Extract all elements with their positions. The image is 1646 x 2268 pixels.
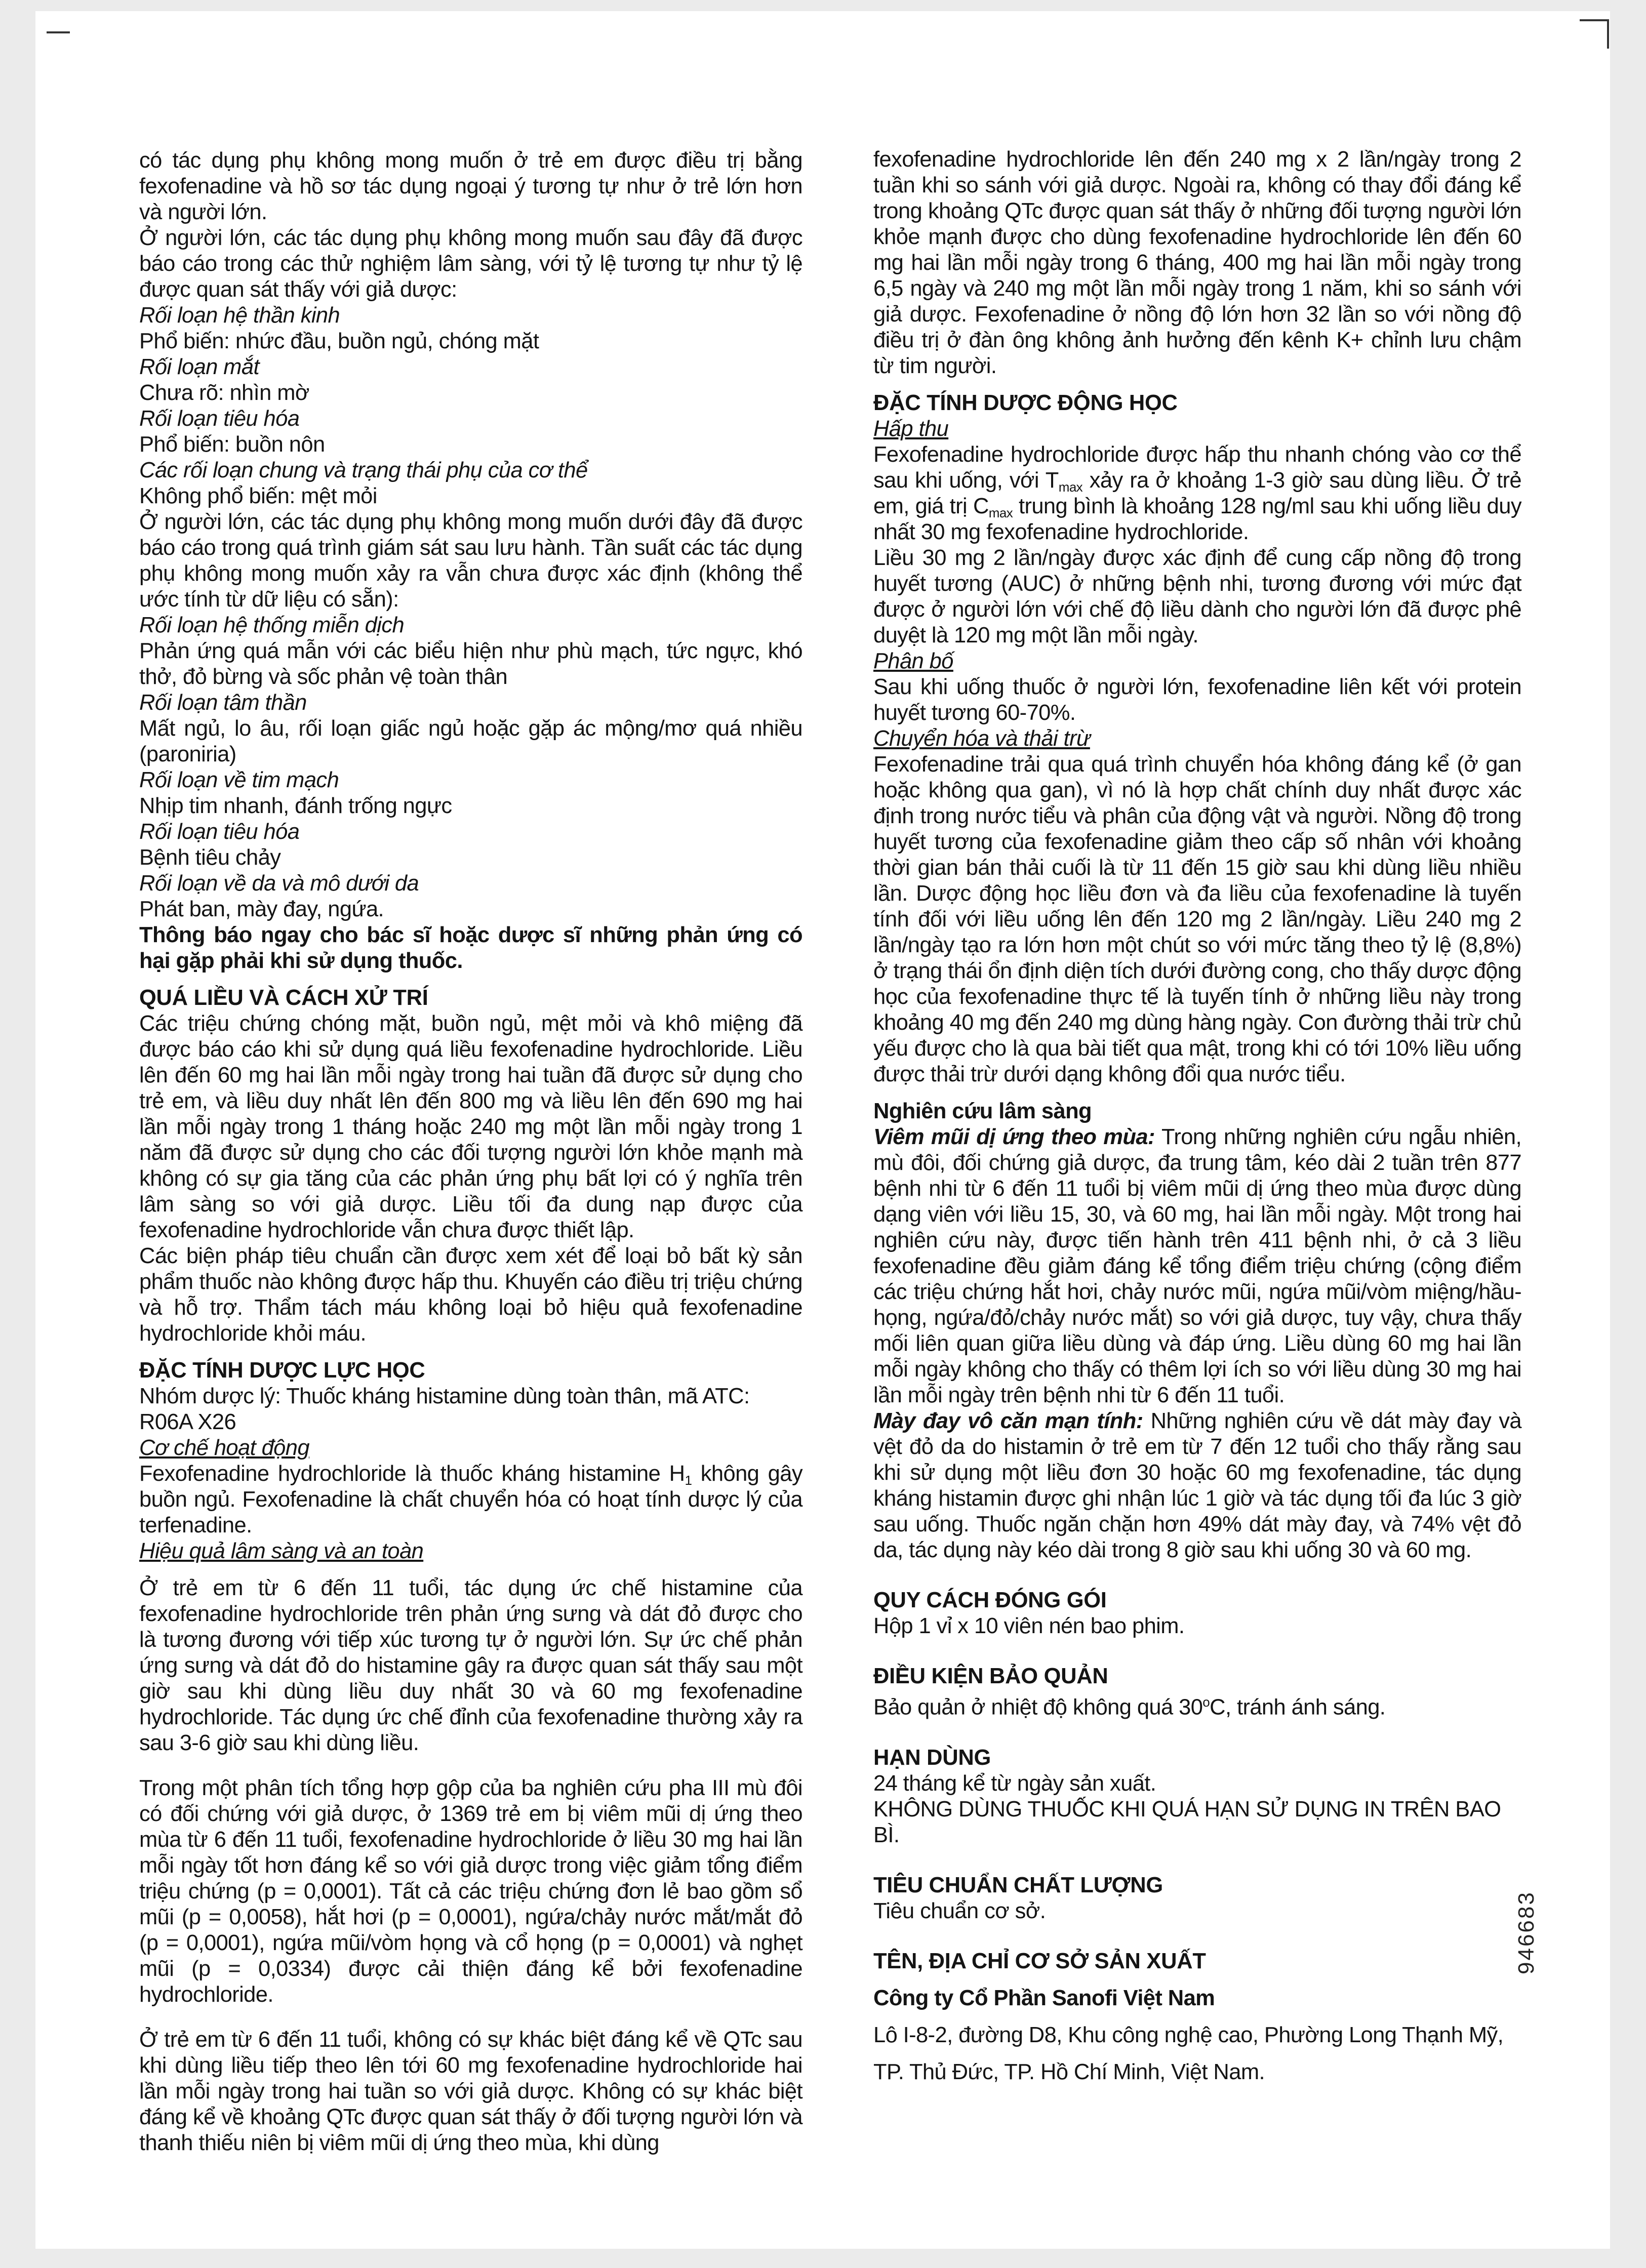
manufacturer-address-line-2: TP. Thủ Đức, TP. Hồ Chí Minh, Việt Nam. <box>873 2059 1265 2084</box>
mechanism-paragraph: Fexofenadine hydrochloride là thuốc kháng histamine $H_1$ không gây buồn ngủ. Fexofenadine là chất chuyển hóa có hoạt tính dược lý của terfenadine. <box>139 1462 802 1537</box>
absorption-paragraph-2: Liều 30 mg 2 lần/ngày được xác định để cung cấp nồng độ trong huyết tương (AUC) ở những bệnh nhi, tương đương với mức đạt được ở người lớn với chế độ liều dành cho người lớn đã được phê duyệt là 120 mg một lần mỗi ngày. <box>873 546 1521 647</box>
adverse-effect-text: Chưa rõ: nhìn mờ <box>139 381 309 405</box>
adverse-intro-adults: Ở người lớn, các tác dụng phụ không mong muốn sau đây đã được báo cáo trong các thử nghiệm lâm sàng, với tỷ lệ tương tự như tỷ lệ được quan sát thấy với giả dược: <box>139 226 802 302</box>
overdose-paragraph-2: Các biện pháp tiêu chuẩn cần được xem xét để loại bỏ bất kỳ sản phẩm thuốc nào không được hấp thu. Khuyến cáo điều trị triệu chứng và hỗ trợ. Thẩm tách máu không loại bỏ hiệu quả fexofenadine hydrochloride khỏi máu. <box>139 1244 802 1346</box>
right-column <box>873 147 1521 2085</box>
adverse-effect-text: Nhịp tim nhanh, đánh trống ngực <box>139 794 452 818</box>
qtc-continuation-paragraph: fexofenadine hydrochloride lên đến 240 mg x 2 lần/ngày trong 2 tuần khi so sánh với giả dược. Ngoài ra, không có thay đổi đáng kể trong khoảng QTc được quan sát thấy ở những đối tượng người lớn khỏe mạnh được cho dùng fexofenadine hydrochloride lên đến 60 mg hai lần mỗi ngày trong 6 tháng, 400 mg hai lần mỗi ngày trong 6,5 ngày và 240 mg một lần mỗi ngày trong 1 năm, khi so sánh với giả dược. Fexofenadine ở nồng độ lớn hơn 32 lần so với nồng độ điều trị ở đàn ông không ảnh hưởng đến kênh K+ chỉnh lưu chậm từ tim người. <box>873 147 1521 378</box>
absorption-heading: Hấp thu <box>873 417 949 441</box>
crop-mark-top-right-horizontal <box>1580 19 1607 21</box>
notify-doctor-warning: Thông báo ngay cho bác sĩ hoặc dược sĩ những phản ứng có hại gặp phải khi sử dụng thuốc. <box>139 923 802 973</box>
packaging-heading: QUY CÁCH ĐÓNG GÓI <box>873 1588 1107 1612</box>
efficacy-paragraph-2: Trong một phân tích tổng hợp gộp của ba nghiên cứu pha III mù đôi có đối chứng với giả dược, ở 1369 trẻ em bị viêm mũi dị ứng theo mùa từ 6 đến 11 tuổi, fexofenadine hydrochloride ở liều 30 mg hai lần mỗi ngày tốt hơn đáng kể so với giả dược trong việc giảm tổng điểm triệu chứng (p = 0,0001). Tất cả các triệu chứng đơn lẻ bao gồm sổ mũi (p = 0,0058), hắt hơi (p = 0,0001), ngứa/chảy nước mắt/mắt đỏ (p = 0,0001), ngứa mũi/vòm họng và cổ họng (p = 0,0001) và nghẹt mũi (p = 0,0334) được cải thiện đáng kể bởi fexofenadine hydrochloride. <box>139 1776 802 2007</box>
pharmacotherapeutic-group: Nhóm dược lý: Thuốc kháng histamine dùng toàn thân, mã ATC: R06A X26 <box>139 1384 750 1434</box>
expiry-text: 24 tháng kể từ ngày sản xuất. <box>873 1771 1156 1796</box>
adverse-category-label: Rối loạn hệ thần kinh <box>139 303 340 328</box>
storage-text: Bảo quản ở nhiệt độ không quá 30$^o$C, tránh ánh sáng. <box>873 1694 1386 1720</box>
trial-adverse-list <box>139 303 802 509</box>
pharmacodynamics-heading: ĐẶC TÍNH DƯỢC LỰC HỌC <box>139 1358 425 1383</box>
pharmacokinetics-heading: ĐẶC TÍNH DƯỢC ĐỘNG HỌC <box>873 391 1178 415</box>
adverse-category-label: Rối loạn tiêu hóa <box>139 407 300 431</box>
manufacturer-heading: TÊN, ĐỊA CHỈ CƠ SỞ SẢN XUẤT <box>873 1949 1206 1973</box>
adverse-effect-text: Phản ứng quá mẫn với các biểu hiện như phù mạch, tức ngực, khó thở, đỏ bừng và sốc phản vệ toàn thân <box>139 639 802 689</box>
metabolism-heading: Chuyển hóa và thải trừ <box>873 726 1090 751</box>
expiry-heading: HẠN DÙNG <box>873 1745 991 1770</box>
manufacturer-name: Công ty Cổ Phần Sanofi Việt Nam <box>873 1986 1215 2010</box>
adverse-effect-text: Bệnh tiêu chảy <box>139 845 281 870</box>
postmarketing-adverse-list <box>139 613 802 922</box>
document-code: 946683 <box>1514 1891 1539 1974</box>
left-column <box>139 148 802 2156</box>
adverse-intro-children: có tác dụng phụ không mong muốn ở trẻ em được điều trị bằng fexofenadine và hồ sơ tác dụng ngoại ý tương tự như ở trẻ lớn hơn và người lớn. <box>139 148 802 224</box>
distribution-heading: Phân bố <box>873 649 953 673</box>
adverse-category-label: Các rối loạn chung và trạng thái phụ của cơ thể <box>139 458 588 482</box>
adverse-category-label: Rối loạn mắt <box>139 355 259 379</box>
mechanism-heading: Cơ chế hoạt động <box>139 1436 309 1460</box>
absorption-paragraph-1: Fexofenadine hydrochloride được hấp thu nhanh chóng vào cơ thể sau khi uống, với $T_{max}$ xảy ra ở khoảng 1-3 giờ sau dùng liều. Ở trẻ em, giá trị $C_{max}$ trung bình là khoảng 128 ng/ml sau khi uống liều duy nhất 30 mg fexofenadine hydrochloride. <box>873 442 1521 544</box>
storage-heading: ĐIỀU KIỆN BẢO QUẢN <box>873 1664 1108 1688</box>
adverse-category-label: Rối loạn tâm thần <box>139 691 307 715</box>
efficacy-heading: Hiệu quả lâm sàng và an toàn <box>139 1539 424 1563</box>
packaging-text: Hộp 1 vỉ x 10 viên nén bao phim. <box>873 1614 1185 1638</box>
adverse-effect-text: Không phổ biến: mệt mỏi <box>139 484 377 508</box>
quality-standard-text: Tiêu chuẩn cơ sở. <box>873 1898 1046 1923</box>
quality-standard-heading: TIÊU CHUẨN CHẤT LƯỢNG <box>873 1873 1163 1897</box>
adverse-category-label: Rối loạn về da và mô dưới da <box>139 871 419 896</box>
adverse-category-label: Rối loạn về tim mạch <box>139 768 339 792</box>
adverse-effect-text: Phát ban, mày đay, ngứa. <box>139 897 384 921</box>
clinical-rhinitis-paragraph: Viêm mũi dị ứng theo mùa: Trong những nghiên cứu ngẫu nhiên, mù đôi, đối chứng giả dược, đa trung tâm, kéo dài 2 tuần trên 877 bệnh nhi từ 6 đến 11 tuổi bị viêm mũi dị ứng theo mùa được dùng dạng viên với liều 15, 30, và 60 mg, hai lần mỗi ngày. Một trong hai nghiên cứu này, được tiến hành trên 411 bệnh nhi, ở cả 3 liều fexofenadine đều giảm đáng kể tổng điểm triệu chứng (cộng điểm các triệu chứng hắt hơi, chảy nước mũi, ngứa mũi/vòm miệng/hầu-họng, ngứa/đỏ/chảy nước mắt) so với giả dược, tuy vậy, chưa thấy mối liên quan giữa liều dùng và đáp ứng. Liều dùng 60 mg hai lần mỗi ngày không cho thấy có thêm lợi ích so với liều dùng 30 mg hai lần mỗi ngày trên bệnh nhi từ 6 đến 11 tuổi. <box>873 1125 1521 1407</box>
efficacy-paragraph-1: Ở trẻ em từ 6 đến 11 tuổi, tác dụng ức chế histamine của fexofenadine hydrochloride trên phản ứng sưng và dát đỏ được cho là tương đương với tiếp xúc tương tự ở người lớn. Sự ức chế phản ứng sưng và dát đỏ do histamine gây ra được quan sát thấy sau một giờ sau khi dùng liều duy nhất 30 và 60 mg fexofenadine hydrochloride. Tác dụng ức chế đỉnh của fexofenadine thường xảy ra sau 3-6 giờ sau khi dùng liều. <box>139 1576 802 1755</box>
adverse-effect-text: Phổ biến: nhức đầu, buồn ngủ, chóng mặt <box>139 329 539 353</box>
adverse-category-label: Rối loạn tiêu hóa <box>139 820 300 844</box>
manufacturer-address-line-1: Lô I-8-2, đường D8, Khu công nghệ cao, Phường Long Thạnh Mỹ, <box>873 2022 1504 2047</box>
crop-mark-top-right-vertical <box>1607 19 1609 49</box>
expiry-warning: KHÔNG DÙNG THUỐC KHI QUÁ HẠN SỬ DỤNG IN TRÊN BAO BÌ. <box>873 1797 1501 1847</box>
overdose-heading: QUÁ LIỀU VÀ CÁCH XỬ TRÍ <box>139 986 428 1010</box>
clinical-urticaria-paragraph: Mày đay vô căn mạn tính: Những nghiên cứu về dát mày đay và vệt đỏ da do histamin ở trẻ em từ 7 đến 12 tuổi cho thấy rằng sau khi sử dụng một liều đơn 30 hoặc 60 mg fexofenadine, tác dụng kháng histamin được ghi nhận lúc 1 giờ và tác dụng tối đa lúc 3 giờ sau uống. Thuốc ngăn chặn hơn 49% dát mày đay, và 74% vệt đỏ da, tác dụng này kéo dài trong 8 giờ sau khi uống 30 và 60 mg. <box>873 1409 1521 1562</box>
clinical-studies-heading: Nghiên cứu lâm sàng <box>873 1099 1092 1123</box>
metabolism-paragraph: Fexofenadine trải qua quá trình chuyển hóa không đáng kể (ở gan hoặc không qua gan), vì nó là hợp chất chính duy nhất được xác định trong nước tiểu và phân của động vật và người. Nồng độ trong huyết tương của fexofenadine giảm theo cấp số nhân với khoảng thời gian bán thải cuối là từ 11 đến 15 giờ sau khi dùng liều nhiều lần. Dược động học liều đơn và đa liều của fexofenadine là tuyến tính đối với liều uống lên đến 120 mg 2 lần/ngày. Liều 240 mg 2 lần/ngày tạo ra lớn hơn một chút so với mức tăng theo tỷ lệ (8,8%) ở trạng thái ổn định diện tích dưới đường cong, cho thấy dược động học của fexofenadine thực tế là tuyến tính ở những liều này trong khoảng 40 mg đến 240 mg dùng hàng ngày. Con đường thải trừ chủ yếu được cho là qua bài tiết qua mật, trong khi có tới 10% liều uống được thải trừ dưới dạng không đổi qua nước tiểu. <box>873 752 1521 1086</box>
overdose-paragraph-1: Các triệu chứng chóng mặt, buồn ngủ, mệt mỏi và khô miệng đã được báo cáo khi sử dụng quá liều fexofenadine hydrochloride. Liều lên đến 60 mg hai lần mỗi ngày trong hai tuần đã được sử dụng cho trẻ em, và liều duy nhất lên đến 800 mg và liều lên đến 690 mg hai lần mỗi ngày trong 1 tháng hoặc 240 mg một lần mỗi ngày trong 1 năm đã được sử dụng cho các đối tượng người lớn khỏe mạnh mà không có sự gia tăng của các phản ứng phụ bất lợi có ý nghĩa trên lâm sàng so với giả dược. Liều tối đa dung nạp được của fexofenadine hydrochloride vẫn chưa được thiết lập. <box>139 1011 802 1242</box>
distribution-paragraph: Sau khi uống thuốc ở người lớn, fexofenadine liên kết với protein huyết tương 60-70%. <box>873 675 1521 725</box>
adverse-effect-text: Phổ biến: buồn nôn <box>139 432 325 457</box>
crop-mark-top-left <box>47 31 70 33</box>
efficacy-paragraph-3: Ở trẻ em từ 6 đến 11 tuổi, không có sự khác biệt đáng kể về QTc sau khi dùng liều tiếp theo lên tới 60 mg fexofenadine hydrochloride hai lần mỗi ngày trong hai tuần so với giả dược. Không có sự khác biệt đáng kể về khoảng QTc được quan sát thấy ở đối tượng người lớn và thanh thiếu niên bị viêm mũi dị ứng theo mùa, khi dùng <box>139 2028 802 2155</box>
adverse-effect-text: Mất ngủ, lo âu, rối loạn giấc ngủ hoặc gặp ác mộng/mơ quá nhiều (paroniria) <box>139 716 802 766</box>
adverse-category-label: Rối loạn hệ thống miễn dịch <box>139 613 405 637</box>
postmarketing-intro: Ở người lớn, các tác dụng phụ không mong muốn dưới đây đã được báo cáo trong quá trình giám sát sau lưu hành. Tần suất các tác dụng phụ không mong muốn xảy ra vẫn chưa được xác định (không thể ước tính từ dữ liệu có sẵn): <box>139 510 802 612</box>
